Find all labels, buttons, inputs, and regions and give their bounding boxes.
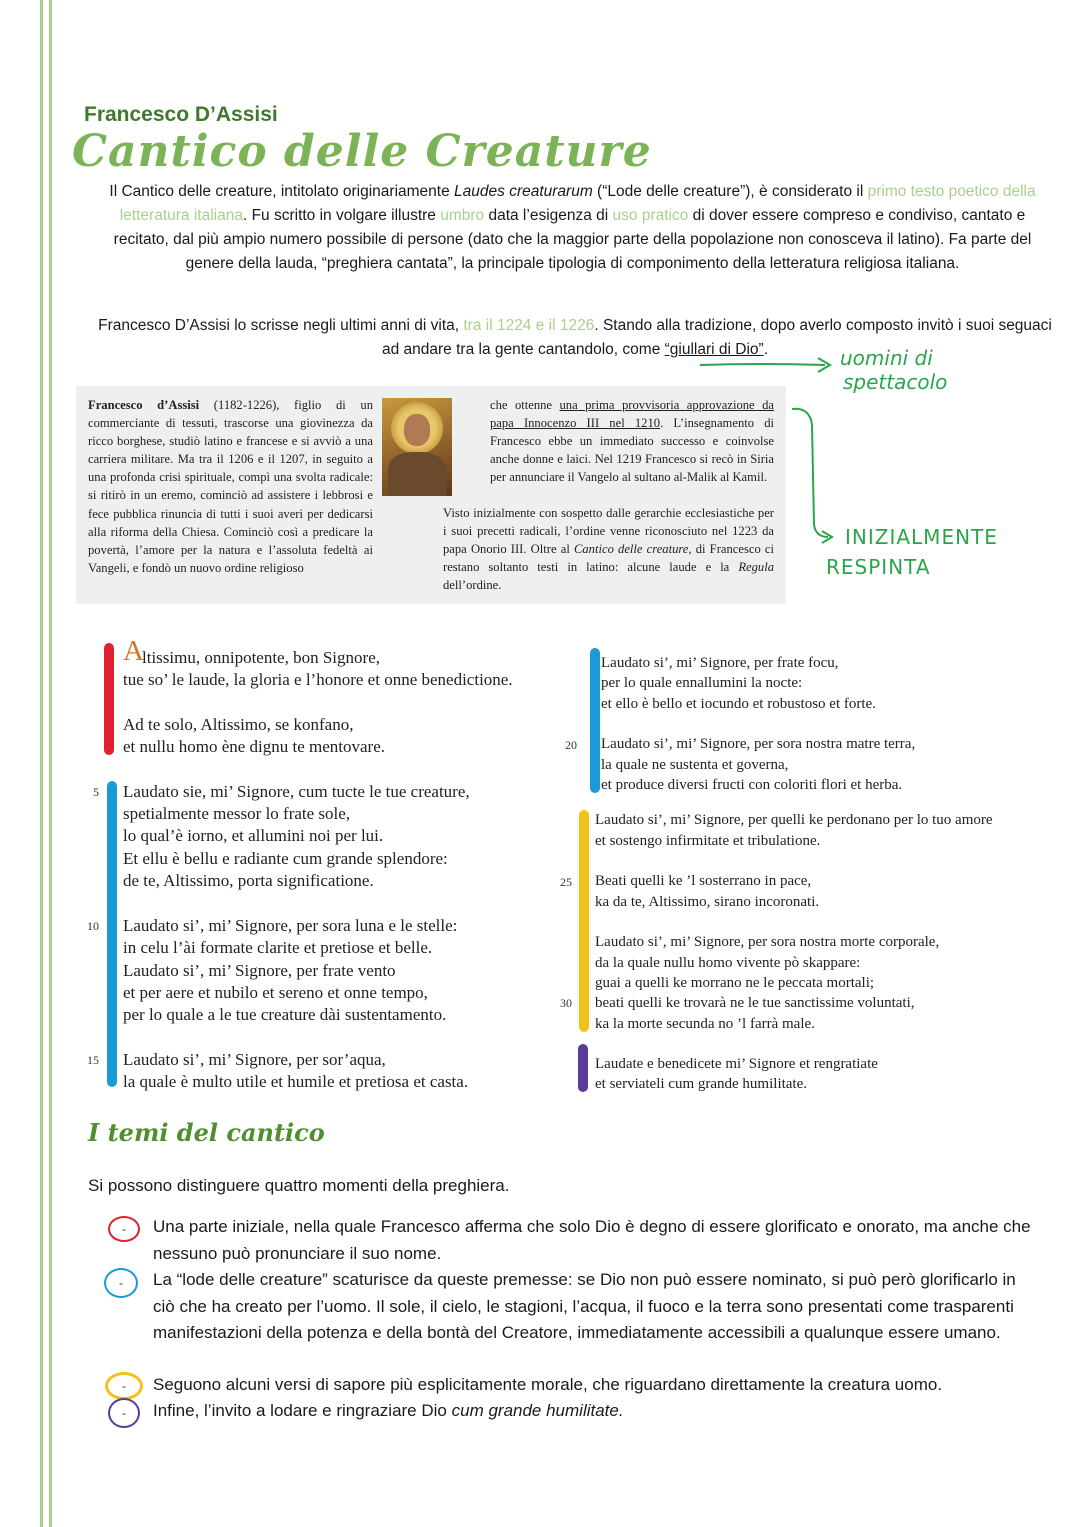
intro-paragraph: Il Cantico delle creature, intitolato originariamente Laudes creaturarum (“Lode delle creature”), è considerato il primo testo poetico della letteratura italiana. Fu scritto in volgare illustre umbro data l’esigenza di uso pratico di dover essere compreso e condiviso, cantato e recitato, dal più ampio numero possibile di persone (dato che la maggior parte della popolazione non conosceva il latino). Fa parte del genere della lauda, “preghiera cantata”, la principale tipologia di componimento della letteratura religiosa italiana. xyxy=(109,183,1036,272)
bar-yellow xyxy=(579,810,589,1032)
bar-purple xyxy=(578,1044,588,1092)
verse: Laudate e benedicete mi’ Signore et rengratiate xyxy=(595,1056,878,1072)
line-number: 25 xyxy=(560,875,572,889)
verse: tue so’ le laude, la gloria e l’honore et onne benedictione. xyxy=(123,670,513,689)
verse: et produce diversi fructi con coloriti flori et herba. xyxy=(601,777,903,793)
themes-intro: Si possono distinguere quattro momenti della preghiera. xyxy=(88,1176,510,1195)
drop-cap: A xyxy=(123,635,144,667)
marker-blue-circle: - xyxy=(104,1268,138,1298)
line-number: 20 xyxy=(565,738,577,752)
verse: Et ellu è bellu e radiante cum grande splendore: xyxy=(123,849,448,868)
verse: et per aere et nubilo et sereno et onne tempo, xyxy=(123,983,428,1002)
verse: ka la morte secunda no ’l farrà male. xyxy=(595,1016,815,1032)
verse: lo qual’è iorno, et allumini noi per lui. xyxy=(123,826,384,845)
theme-item-4: Infine, l’invito a lodare e ringraziare Dio cum grande humilitate. xyxy=(153,1401,624,1420)
line-number: 15 xyxy=(87,1053,99,1067)
verse: de te, Altissimo, porta significatione. xyxy=(123,871,374,890)
line-number: 30 xyxy=(560,996,572,1010)
verse: Laudato si’, mi’ Signore, per frate focu, xyxy=(601,655,839,671)
theme-item-2: La “lode delle creature” scaturisce da queste premesse: se Dio non può essere nominato, si può però glorificarlo in ciò che ha creato per l’uomo. Il sole, il cielo, le stagioni, l’acqua, il fuoco e la terra sono presentati come trasparenti manifestazioni della potenza e della bontà del Creatore, immediatamente accessibili a qualunque essere umano. xyxy=(153,1270,1016,1342)
theme-item-3: Seguono alcuni versi di sapore più esplicitamente morale, che riguardano direttamente la creatura uomo. xyxy=(153,1375,943,1394)
verse: ka da te, Altissimo, sirano incoronati. xyxy=(595,894,820,910)
verse: Ad te solo, Altissimo, se konfano, xyxy=(123,715,354,734)
bar-blue-left xyxy=(107,781,117,1087)
line-number: 5 xyxy=(93,785,99,799)
bar-red xyxy=(104,643,114,755)
author-heading: Francesco D’Assisi xyxy=(84,103,278,126)
verse: Laudato si’, mi’ Signore, per sora nostra morte corporale, xyxy=(595,934,940,950)
verse: et sostengo infirmitate et tribulatione. xyxy=(595,833,821,849)
highlight-umbro: umbro xyxy=(440,207,485,224)
note-rejected-2: RESPINTA xyxy=(826,555,931,579)
verse: Laudato si’, mi’ Signore, per sora luna e le stelle: xyxy=(123,916,458,935)
verse: Beati quelli ke ’l sosterrano in pace, xyxy=(595,873,812,889)
verse: ltissimu, onnipotente, bon Signore, xyxy=(142,648,380,667)
verse: et ello è bello et iocundo et robustoso et forte. xyxy=(601,696,876,712)
giullari-phrase: “giullari di Dio” xyxy=(664,341,764,358)
biography-box xyxy=(76,386,786,604)
marker-red-circle: - xyxy=(108,1216,140,1242)
marker-yellow-circle: - xyxy=(105,1372,143,1400)
highlight-practical-use: uso pratico xyxy=(612,207,689,224)
theme-item-1: Una parte iniziale, nella quale Francesco afferma che solo Dio è degno di essere glorificato e onorato, ma anche che nessuno può pronunciare il suo nome. xyxy=(153,1217,1031,1263)
bio-bottom-column: Visto inizialmente con sospetto dalle gerarchie ecclesiastiche per i suoi precetti radicali, l’ordine venne riconosciuto nel 1223 da papa Onorio III. Oltre al Cantico delle creature, di Francesco ci restano soltanto testi in latino: alcune laude e la Regula dell’ordine. xyxy=(443,506,774,593)
bio-right-column: che ottenne una prima provvisoria approvazione da papa Innocenzo III nel 1210. L’insegnamento di Francesco ebbe un immediato successo e coinvolse anche donne e laici. Nel 1219 Francesco si recò in Siria per annunciare il Vangelo al sultano al-Malik al Kamil. xyxy=(490,398,775,485)
verse: guai a quelli ke morrano ne le peccata mortali; xyxy=(595,975,875,991)
verse: per lo quale a le tue creature dài sustentamento. xyxy=(123,1005,447,1024)
verse: et nullu homo ène dignu te mentovare. xyxy=(123,737,386,756)
highlight-first-text: primo testo poetico della letteratura italiana xyxy=(119,183,1036,224)
verse: Laudato si’, mi’ Signore, per quelli ke perdonano per lo tuo amore xyxy=(595,812,993,828)
line-number: 10 xyxy=(87,919,99,933)
verse: Laudato si’, mi’ Signore, per sora nostra matre terra, xyxy=(601,736,916,752)
dating-paragraph: Francesco D’Assisi lo scrisse negli ultimi anni di vita, tra il 1224 e il 1226. Stando alla tradizione, dopo averlo composto invitò i suoi seguaci ad andare tra la gente cantandolo, come “giullari di Dio”. xyxy=(98,317,1052,358)
bar-blue-right xyxy=(590,648,600,793)
verse: in celu l’ài formate clarite et pretiose et belle. xyxy=(123,938,433,957)
verse: la quale ne sustenta et governa, xyxy=(601,757,789,773)
verse: spetialmente messor lo frate sole, xyxy=(123,804,351,823)
verse: Laudato si’, mi’ Signore, per sor’aqua, xyxy=(123,1050,386,1069)
page-title: Cantico delle Creature xyxy=(72,126,652,177)
verse: da la quale nullu homo vivente pò skappare: xyxy=(595,955,861,971)
page-margin-line xyxy=(40,0,52,1527)
verse: per lo quale ennallumini la nocte: xyxy=(601,675,803,691)
note-spectacle-2: spettacolo xyxy=(843,370,948,394)
themes-heading: I temi del cantico xyxy=(88,1118,325,1147)
verse: Laudato sie, mi’ Signore, cum tucte le tue creature, xyxy=(123,782,470,801)
note-rejected-1: INIZIALMENTE xyxy=(845,525,998,549)
marker-purple-circle: - xyxy=(108,1398,140,1428)
note-spectacle-1: uomini di xyxy=(840,346,933,370)
highlight-dates: tra il 1224 e il 1226 xyxy=(463,317,595,334)
verse: et serviateli cum grande humilitate. xyxy=(595,1076,808,1092)
verse: Laudato si’, mi’ Signore, per frate vento xyxy=(123,961,396,980)
bio-left-column: Francesco d’Assisi (1182-1226), figlio di un commerciante di tessuti, trascorse una giovinezza da ricco borghese, studiò latino e francese e si avviò a una carriera militare. Ma tra il 1206 e il 1207, in seguito a una profonda crisi spirituale, compì una svolta radicale: si ritirò in un eremo, cominciò ad assistere i lebbrosi e fece pubblica rinuncia di tutti i suoi averi per dedicarsi alla riforma della Chiesa. Cominciò così a predicare la povertà, l’amore per la natura e l’assoluta fedeltà ai Vangeli, e fondò un nuovo ordine religioso xyxy=(88,398,373,575)
verse: beati quelli ke trovarà ne le tue sanctissime voluntati, xyxy=(595,995,915,1011)
portrait-image xyxy=(382,398,452,496)
verse: la quale è multo utile et humile et pretiosa et casta. xyxy=(123,1072,469,1091)
